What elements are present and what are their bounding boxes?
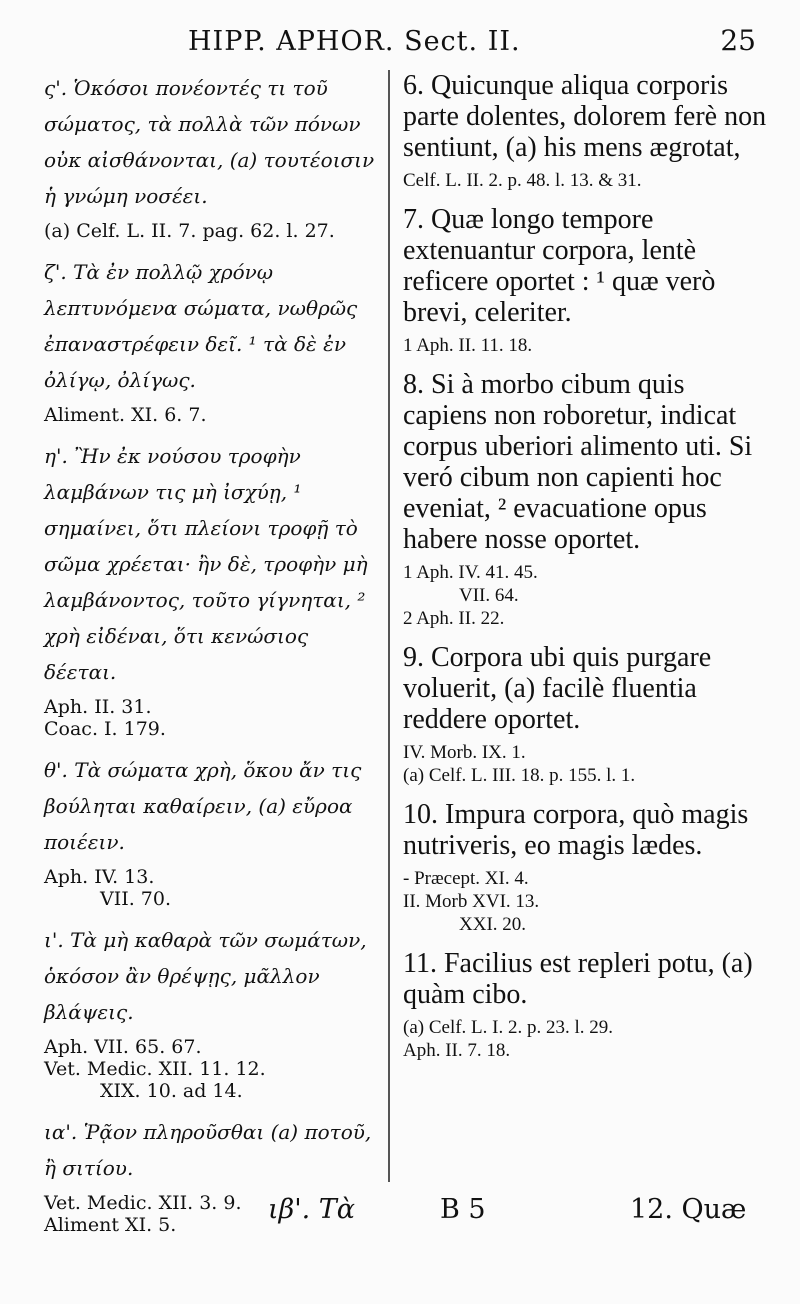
- greek-column: [44, 70, 378, 1248]
- reference-note: Aph. II. 7. 18.: [403, 1040, 511, 1061]
- reference-note: Aph. VII. 65. 67.: [44, 1036, 202, 1058]
- reference-note: Vet. Medic. XII. 3. 9.: [44, 1192, 242, 1214]
- latin-aphorism: [403, 948, 769, 1062]
- reference-note: 1 Aph. II. 11. 18.: [403, 335, 533, 356]
- reference-note: Aliment. XI. 6. 7.: [44, 404, 207, 426]
- reference-note: - Præcept. XI. 4.: [403, 868, 529, 889]
- reference-note: XXI. 20.: [459, 914, 527, 935]
- reference-notes: [44, 220, 378, 242]
- reference-notes: [403, 1016, 769, 1062]
- reference-note: Aph. II. 31.: [44, 696, 152, 718]
- reference-notes: [44, 696, 378, 740]
- reference-note: Vet. Medic. XII. 11. 12.: [44, 1058, 266, 1080]
- reference-note: Coac. I. 179.: [44, 718, 166, 740]
- reference-note: 1 Aph. IV. 41. 45.: [403, 562, 538, 583]
- running-head: HIPP. APHOR. Sect. II.: [188, 26, 521, 57]
- latin-aphorism: [403, 204, 769, 357]
- reference-notes: [403, 169, 769, 192]
- reference-note: Aph. IV. 13.: [44, 866, 155, 888]
- aphorism-number: 7.: [403, 204, 424, 235]
- aphorism-text: Τὰ σώματα χρὴ, ὅκου ἄν τις βούληται καθαίρειν, (a) εὔροα ποιέειν.: [44, 758, 362, 854]
- aphorism-number: 6.: [403, 70, 424, 101]
- latin-aphorism: [403, 642, 769, 787]
- aphorism-number: 9.: [403, 642, 424, 673]
- aphorism-number: ζ'.: [44, 260, 67, 284]
- latin-column: [403, 70, 769, 1074]
- aphorism-text: Facilius est repleri potu, (a) quàm cibo.: [403, 948, 753, 1010]
- reference-note: (a) Celf. L. I. 2. p. 23. l. 29.: [403, 1017, 614, 1038]
- reference-notes: [403, 741, 769, 787]
- latin-aphorism: [403, 369, 769, 630]
- signature-mark: B 5: [440, 1194, 486, 1225]
- greek-aphorism: [44, 438, 378, 740]
- greek-aphorism: [44, 70, 378, 242]
- aphorism-text: Si à morbo cibum quis capiens non roboretur, indicat corpus uberiori alimento uti. Si veró cibum non capienti hoc eveniat, ² evacuatione opus habere nosse oportet.: [403, 369, 753, 555]
- latin-aphorism: [403, 799, 769, 936]
- reference-note: 2 Aph. II. 22.: [403, 608, 505, 629]
- greek-aphorism: [44, 922, 378, 1102]
- reference-note: (a) Celf. L. III. 18. p. 155. l. 1.: [403, 765, 636, 786]
- aphorism-text: Τὰ μὴ καθαρὰ τῶν σωμάτων, ὁκόσον ἂν θρέψῃς, μᾶλλον βλάψεις.: [44, 928, 367, 1024]
- reference-note: (a) Celf. L. II. 7. pag. 62. l. 27.: [44, 220, 335, 242]
- aphorism-number: ια'.: [44, 1120, 78, 1144]
- column-divider: [388, 70, 390, 1182]
- aphorism-text: Τὰ ἐν πολλῷ χρόνῳ λεπτυνόμενα σώματα, νωθρῶς ἐπαναστρέφειν δεῖ. ¹ τὰ δὲ ἐν ὀλίγῳ, ὀλίγως.: [44, 260, 358, 392]
- reference-notes: [44, 1036, 378, 1102]
- page-footer: [0, 1188, 800, 1248]
- reference-notes: [403, 561, 769, 630]
- aphorism-number: 11.: [403, 948, 437, 979]
- catchword: 12. Quæ: [630, 1194, 747, 1225]
- reference-notes: [44, 866, 378, 910]
- aphorism-text: Quicunque aliqua corporis parte dolentes, dolorem ferè non sentiunt, (a) his mens ægrotat,: [403, 70, 767, 163]
- aphorism-number: 8.: [403, 369, 424, 400]
- aphorism-number: ι'.: [44, 928, 64, 952]
- reference-notes: [403, 334, 769, 357]
- page-number: 25: [720, 24, 756, 57]
- aphorism-number: 10.: [403, 799, 438, 830]
- aphorism-number: ς'.: [44, 76, 68, 100]
- reference-note: IV. Morb. IX. 1.: [403, 742, 526, 763]
- reference-notes: [403, 867, 769, 936]
- reference-note: Aliment XI. 5.: [44, 1214, 177, 1236]
- aphorism-text: Corpora ubi quis purgare voluerit, (a) facilè fluentia reddere oportet.: [403, 642, 712, 735]
- reference-note: II. Morb XVI. 13.: [403, 891, 540, 912]
- aphorism-text: Quæ longo tempore extenuantur corpora, lentè reficere oportet : ¹ quæ verò brevi, celeriter.: [403, 204, 716, 328]
- aphorism-text: Ῥᾷον πληροῦσθαι (a) ποτοῦ, ἢ σιτίου.: [44, 1120, 372, 1180]
- aphorism-number: θ'.: [44, 758, 68, 782]
- reference-note: XIX. 10. ad 14.: [100, 1080, 243, 1102]
- greek-aphorism: [44, 254, 378, 426]
- aphorism-text: Ὁκόσοι πονέοντές τι τοῦ σώματος, τὰ πολλὰ τῶν πόνων οὐκ αἰσθάνονται, (a) τουτέοισιν ἡ γνώμη νοσέει.: [44, 76, 375, 208]
- latin-aphorism: [403, 70, 769, 192]
- greek-catchword: ιβ'. Τὰ: [268, 1194, 356, 1225]
- reference-note: Celf. L. II. 2. p. 48. l. 13. & 31.: [403, 170, 642, 191]
- aphorism-text: Impura corpora, quò magis nutriveris, eo magis lædes.: [403, 799, 749, 861]
- page-header: [0, 22, 800, 62]
- reference-note: VII. 64.: [459, 585, 519, 606]
- reference-notes: [44, 404, 378, 426]
- greek-aphorism: [44, 752, 378, 910]
- aphorism-number: η'.: [44, 444, 68, 468]
- reference-note: VII. 70.: [100, 888, 172, 910]
- aphorism-text: Ἢν ἐκ νούσου τροφὴν λαμβάνων τις μὴ ἰσχύῃ, ¹ σημαίνει, ὅτι πλείονι τροφῇ τὸ σῶμα χρέεται· ἢν δὲ, τροφὴν μὴ λαμβάνοντος, τοῦτο γίγνηται, ² χρὴ εἰδέναι, ὅτι κενώσιος δέεται.: [44, 444, 368, 684]
